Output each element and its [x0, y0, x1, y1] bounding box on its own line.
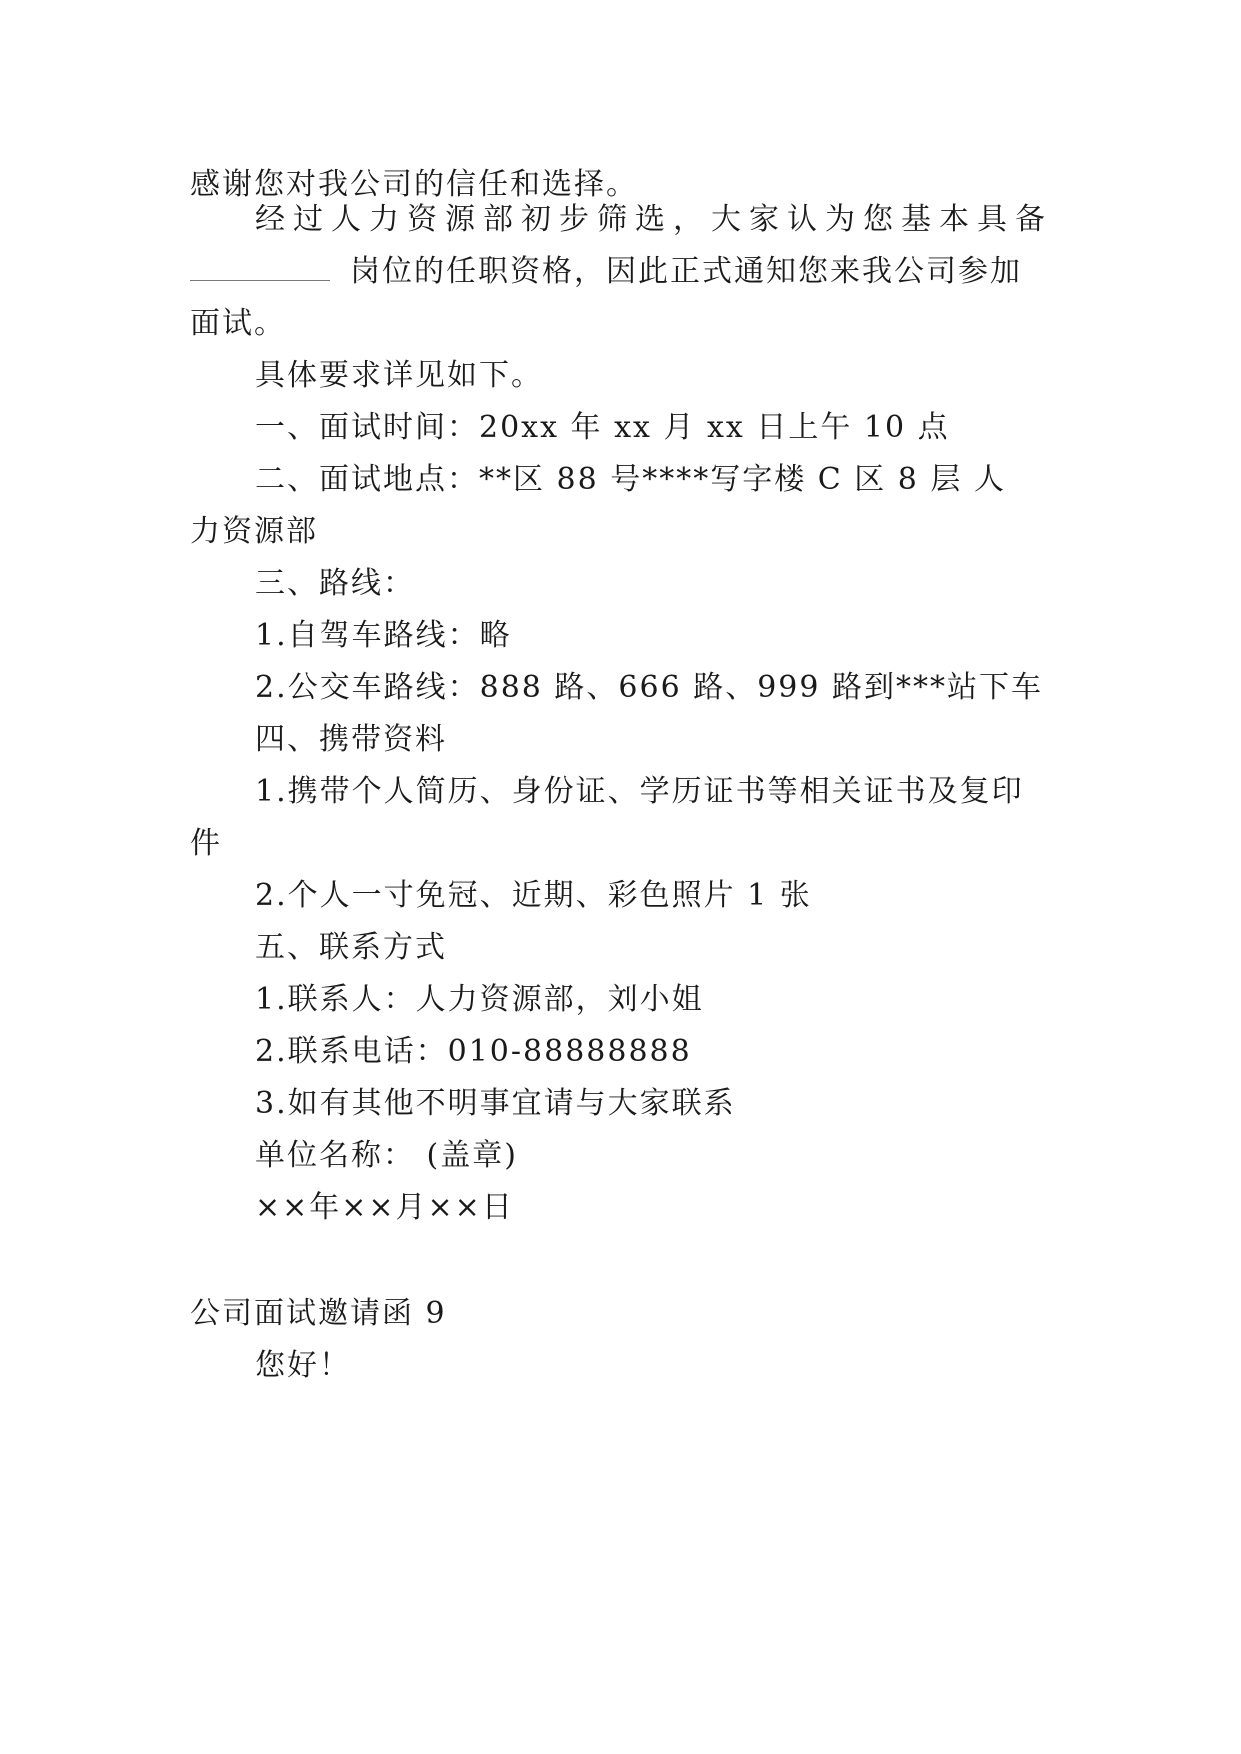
text-line: 经过人力资源部初步筛选，大家认为您基本具备	[255, 202, 1053, 237]
text-line: 1.自驾车路线：略	[255, 618, 512, 653]
text-line: 2.个人一寸免冠、近期、彩色照片 1 张	[255, 878, 812, 913]
text-line: 具体要求详见如下。	[255, 358, 543, 393]
text-line: 一、面试时间：20xx 年 xx 月 xx 日上午 10 点	[255, 410, 950, 445]
text-line: 2.公交车路线：888 路、666 路、999 路到***站下车	[255, 670, 1044, 705]
text-line: 2.联系电话：010-88888888	[255, 1034, 692, 1069]
text-line	[190, 252, 1050, 292]
text-line: 面试。	[190, 306, 286, 341]
text-line: 单位名称： (盖章)	[255, 1138, 518, 1173]
text-line: 感谢您对我公司的信任和选择。	[190, 167, 638, 202]
text-line: 3.如有其他不明事宜请与大家联系	[255, 1086, 736, 1121]
section-title: 公司面试邀请函 9	[190, 1296, 447, 1331]
text-line: 四、携带资料	[255, 722, 447, 757]
text-line: ××年××月××日	[255, 1190, 514, 1225]
text-line: 1.携带个人简历、身份证、学历证书等相关证书及复印	[255, 774, 1024, 809]
text-line: 力资源部	[190, 514, 318, 549]
text-line: 三、路线：	[255, 566, 415, 601]
text-line: 1.联系人：人力资源部，刘小姐	[255, 982, 704, 1017]
greeting: 您好！	[255, 1348, 351, 1383]
text-line: 二、面试地点：**区 88 号****写字楼 C 区 8 层 人	[255, 462, 1006, 497]
text-line: 五、联系方式	[255, 930, 447, 965]
text-line: 件	[190, 826, 222, 861]
fill-in-blank	[190, 252, 330, 281]
text-line-content: 岗位的任职资格，因此正式通知您来我公司参加	[350, 254, 1022, 289]
